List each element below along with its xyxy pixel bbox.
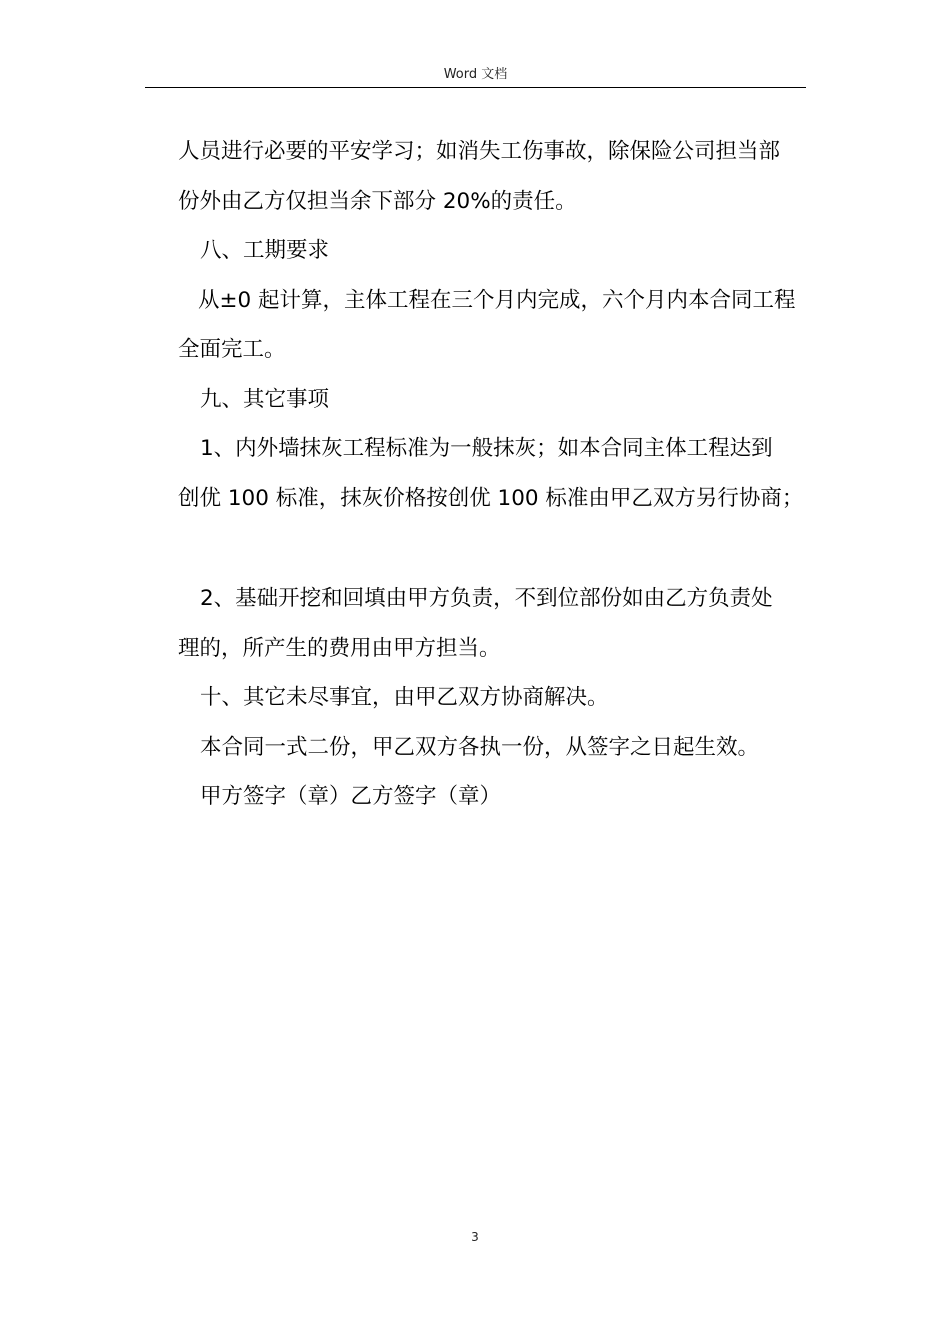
signature-line: 甲方签字（章）乙方签字（章） [200,784,502,809]
paragraph-line: 创优 100 标准，抹灰价格按创优 100 标准由甲乙双方另行协商； [178,485,804,511]
blank-line [178,523,808,574]
paragraph-line: 理的，所产生的费用由甲方担当。 [178,635,501,661]
paragraph-line: 全面完工。 [178,337,286,362]
header-divider [145,87,806,88]
section-heading-other-matters: 九、其它事项 [200,386,330,412]
page-header: Word 文档 [443,67,508,82]
paragraph-line: 2、基础开挖和回填由甲方负责，不到位部份如由乙方负责处 [200,586,773,611]
paragraph-line: 本合同一式二份，甲乙双方各执一份，从签字之日起生效。 [200,734,760,760]
document-body [178,127,808,822]
section-heading-unresolved: 十、其它未尽事宜，由甲乙双方协商解决。 [200,685,609,710]
paragraph-line: 从±0 起计算，主体工程在三个月内完成，六个月内本合同工程 [198,287,796,313]
section-heading-schedule: 八、工期要求 [200,238,330,263]
paragraph-line: 1、内外墙抹灰工程标准为一般抹灰；如本合同主体工程达到 [200,436,773,461]
paragraph-line: 份外由乙方仅担当余下部分 20%的责任。 [178,188,577,214]
page-number: 3 [471,1230,479,1244]
paragraph-line: 人员进行必要的平安学习；如消失工伤事故，除保险公司担当部 [178,139,781,164]
